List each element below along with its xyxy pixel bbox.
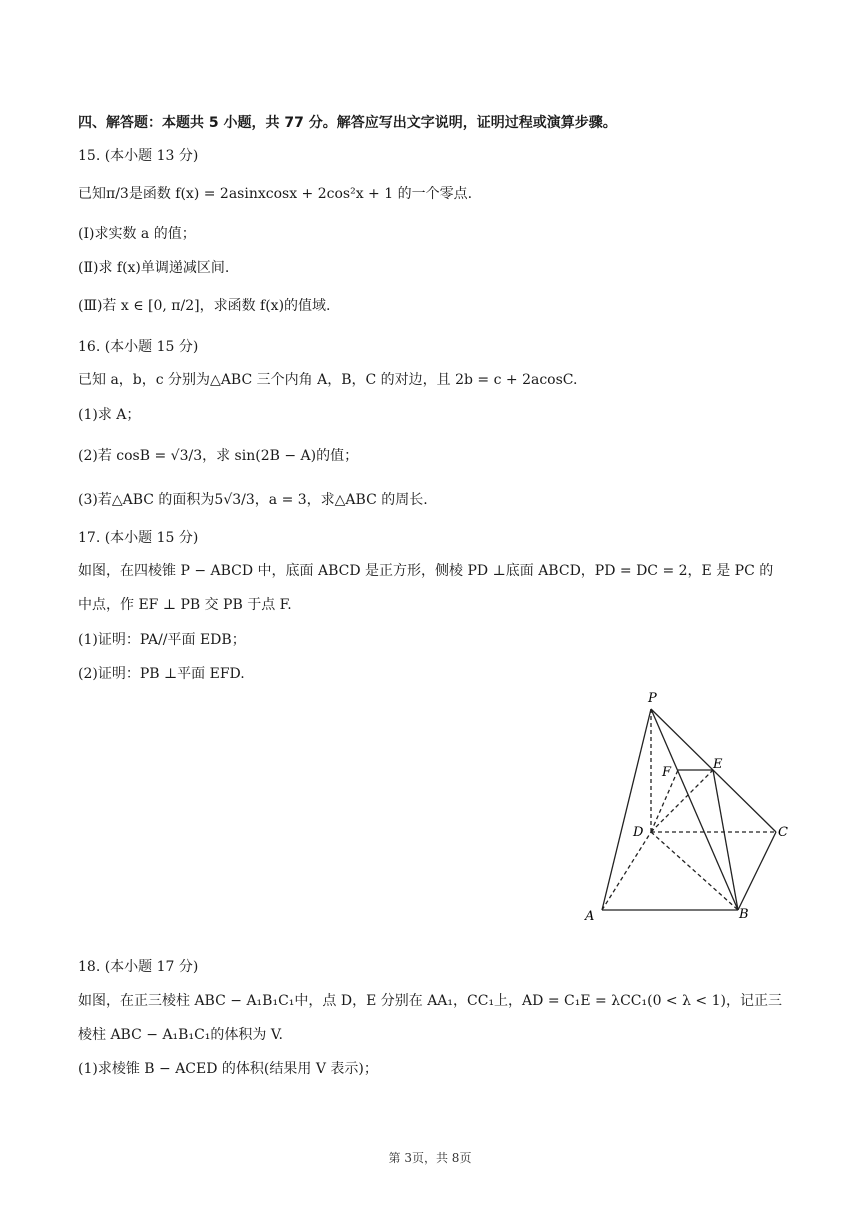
edge-DB xyxy=(651,832,738,910)
q17-part2: (2)证明：PB ⊥平面 EFD. xyxy=(78,666,245,682)
edge-PA xyxy=(602,709,651,910)
page-footer: 第 3页，共 8页 xyxy=(388,1151,472,1165)
q16-part3: (3)若△ABC 的面积为5√3/3，a = 3，求△ABC 的周长. xyxy=(78,492,428,508)
q15-part1: (Ⅰ)求实数 a 的值； xyxy=(78,226,196,242)
label-E: E xyxy=(713,757,723,772)
q15-part3: (Ⅲ)若 x ∈ [0, π/2]，求函数 f(x)的值域. xyxy=(78,298,331,314)
label-D: D xyxy=(633,825,644,840)
edge-BC xyxy=(738,832,776,910)
q16-part1: (1)求 A； xyxy=(78,407,141,423)
edge-PB xyxy=(651,709,738,910)
q16-part2: (2)若 cosB = √3/3，求 sin(2B − A)的值； xyxy=(78,448,359,464)
label-P: P xyxy=(648,691,657,706)
pyramid-figure xyxy=(578,686,798,926)
q18-part1: (1)求棱锥 B − ACED 的体积(结果用 V 表示)； xyxy=(78,1061,378,1077)
label-A: A xyxy=(585,909,595,924)
label-B: B xyxy=(739,907,749,922)
q16-header: 16. (本小题 15 分) xyxy=(78,339,199,355)
q17-part1: (1)证明：PA//平面 EDB； xyxy=(78,632,246,648)
q17-header: 17. (本小题 15 分) xyxy=(78,530,199,546)
q15-header: 15. (本小题 13 分) xyxy=(78,148,199,164)
q17-stem: 如图，在四棱锥 P − ABCD 中，底面 ABCD 是正方形，侧棱 PD ⊥底面 ABCD，PD = DC = 2，E 是 PC 的中点，作 EF ⊥ PB 交 PB 于点 F. xyxy=(78,563,774,613)
q18-stem: 如图，在正三棱柱 ABC − A₁B₁C₁中，点 D，E 分别在 AA₁，CC₁上，AD = C₁E = λCC₁(0 < λ < 1)，记正三棱柱 ABC − A₁B₁C₁的体积为 V. xyxy=(78,993,782,1043)
label-C: C xyxy=(778,825,788,840)
q18-header: 18. (本小题 17 分) xyxy=(78,959,199,975)
edge-AD xyxy=(602,832,651,910)
section-heading: 四、解答题：本题共 5 小题，共 77 分。解答应写出文字说明，证明过程或演算步骤。 xyxy=(78,115,617,131)
q16-stem: 已知 a，b，c 分别为△ABC 三个内角 A，B，C 的对边，且 2b = c + 2acosC. xyxy=(78,372,578,388)
q15-part2: (Ⅱ)求 f(x)单调递减区间. xyxy=(78,260,230,276)
label-F: F xyxy=(662,765,672,780)
q15-stem: 已知π/3是函数 f(x) = 2asinxcosx + 2cos²x + 1 的一个零点. xyxy=(78,186,473,202)
